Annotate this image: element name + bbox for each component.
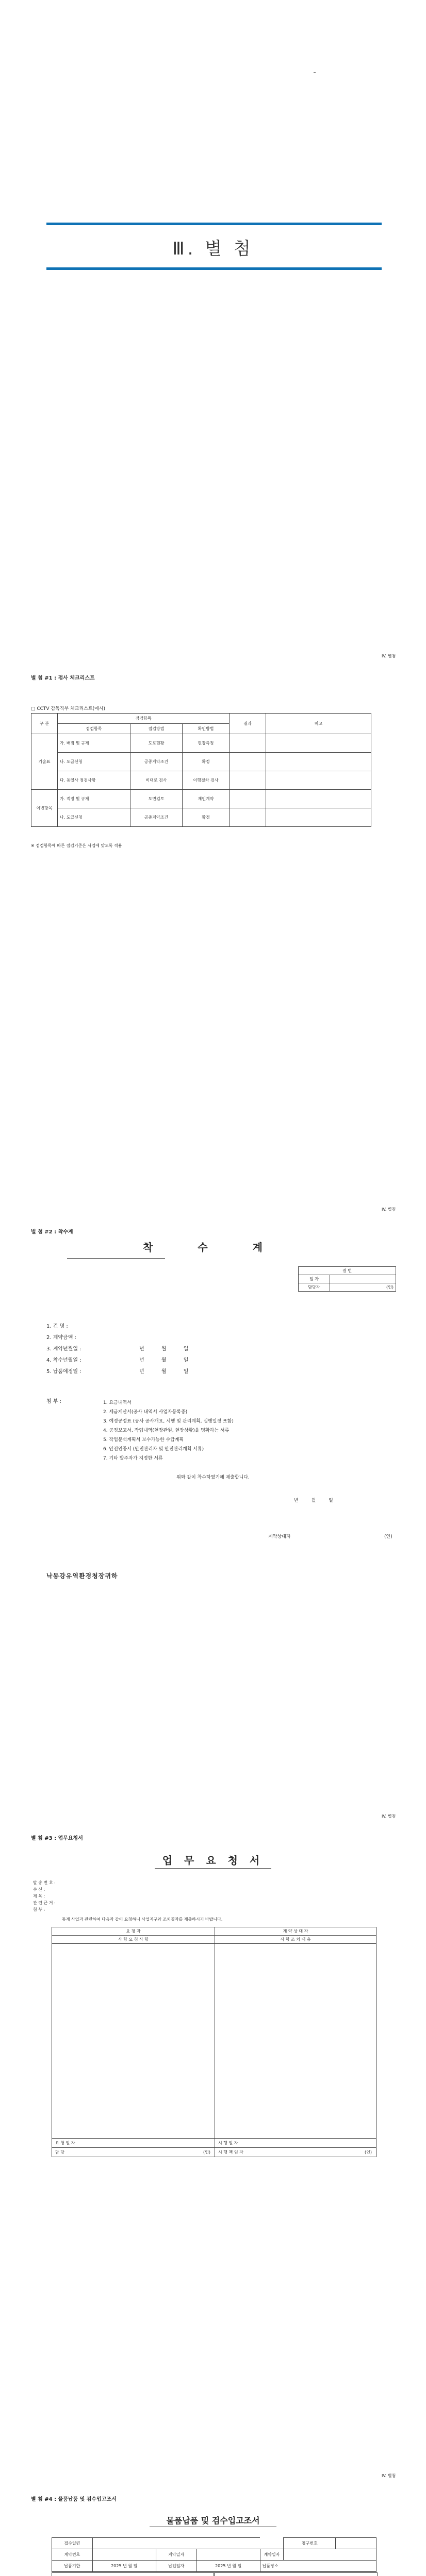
right-sub: 사 항 조 치 내 용 [215,1936,376,1944]
row-check [230,734,266,753]
cell-label: 계약일자 [156,2549,196,2561]
right-body [215,1944,376,2139]
row-note [266,734,371,753]
meta-item: 제 목 : [33,1894,45,1899]
meta-block [33,1879,56,1913]
right-block-text [214,2573,377,2576]
right-foot-date: 시 행 일 자 [215,2139,376,2148]
attach1-label: 별 첨 #1 : 점사 체크리스트 [31,675,95,681]
title-underline [67,1258,165,1259]
attach1-footnote: ※ 점검항목에 따른 점검기준은 사업에 맞도록 적용 [31,843,122,848]
row-result: 현장측정 [183,734,230,753]
field-name: 1. 건 명 : [46,1324,68,1329]
date-units: 년 월 일 [139,1369,189,1375]
approval-box [298,1266,396,1292]
page-tag: IV. 별첨 [382,1207,396,1212]
row-method: 공종계약조건 [130,808,183,827]
cell-value [196,2549,260,2561]
cell-label: 청구번호 [284,2538,336,2549]
field-amount: 2. 계약금액 : [46,1335,76,1341]
approval-date-value [330,1275,396,1283]
cell-value [92,2538,260,2549]
cell-label: 계약번호 [52,2549,93,2561]
row-method: 공종계약조건 [130,753,183,771]
row-item: 다. 동일사 점검사항 [58,771,130,790]
table-row [31,734,371,753]
recipient: 낙동강유역환경청장귀하 [46,1572,118,1580]
row-type: 기술표 [31,734,58,790]
left-foot-date: 요 청 일 자 [52,2139,215,2148]
col-group: 점검항목 [58,714,230,724]
statement: 위와 같이 착수하였기에 제출합니다. [176,1475,250,1480]
col-check: 결과 [230,714,266,734]
cell-label: 납품기한 [52,2561,93,2572]
right-block [214,2572,378,2576]
attach4-label: 별 첨 #4 : 물품납품 및 검수입고조서 [31,2497,117,2502]
page-tag: IV. 별첨 [382,654,396,658]
cell-label: 계약일자 [260,2549,283,2561]
cell-label: 접수일련 [52,2538,93,2549]
cell-label: 납입일자 [156,2561,196,2572]
row-item: 가. 적정 및 규제 [58,790,130,808]
date-units: 년 월 일 [139,1358,189,1363]
attach4-title: 물품납품 및 검수입고조서 [166,2516,260,2526]
field-start-date: 4. 착수년월일 : [46,1358,81,1363]
row-item: 나. 도급신청 [58,753,130,771]
col-type: 구 분 [31,714,58,734]
attach3-label: 별 첨 #3 : 업무요청서 [31,1836,83,1841]
attach3-title: 업 무 요 청 서 [162,1854,264,1867]
approval-seal: (인) [330,1283,396,1292]
list-item: 5. 작업분석계획서 보수가능한 수급계획 [103,1437,184,1443]
signer: 계약상대자 [268,1534,291,1539]
table-row [31,771,371,790]
left-head: 요 청 자 [52,1927,215,1936]
approval-date: 일 자 [299,1275,330,1283]
row-check [230,771,266,790]
cover-rule-top [46,223,382,225]
col-result: 확인방법 [183,724,230,734]
cover-title: Ⅲ. 별 첨 [172,239,254,259]
inspection-table [52,2537,376,2572]
row-check [230,753,266,771]
title-underline [155,1868,271,1869]
col-method: 점검방법 [130,724,183,734]
list-item: 1. 요금내역서 [103,1400,132,1405]
table-row [31,790,371,808]
cover-rule-bottom [46,267,382,270]
request-table [52,1927,376,2157]
row-note [266,790,371,808]
attach2-label: 별 첨 #2 : 착수계 [31,1229,73,1235]
field-contract-date: 3. 계약년월일 : [46,1346,81,1352]
left-block [52,2572,215,2576]
approval-head: 결 번 [299,1267,396,1275]
row-method: 도로현황 [130,734,183,753]
row-method: 비대로 검사 [130,771,183,790]
signer-seal: (인) [384,1534,392,1539]
list-item: 3. 예정공정표 (공사 공사개요, 시행 및 관리계획, 실행일정 포함) [103,1419,234,1424]
table-row [31,808,371,827]
row-note [266,808,371,827]
list-item: 2. 세금계산서(공사 내역서 사업자등록증) [103,1410,188,1415]
row-note [266,771,371,790]
row-result: 확정 [183,753,230,771]
cell-value: 2025 년 월 일 [196,2561,260,2572]
page-tag: IV. 별첨 [382,1814,396,1819]
page-tag: IV. 별첨 [382,2473,396,2478]
row-item: 가. 배점 및 규제 [58,734,130,753]
cell-label: 납품장소 [260,2561,376,2572]
left-sub: 사 항 요 청 사 항 [52,1936,215,1944]
left-block-text [52,2573,214,2576]
cell-value [284,2549,376,2561]
list-item: 4. 공정보고서, 작업내역(현장관원, 현장상황)을 명확하는 서류 [103,1428,230,1433]
attach1-subtitle: □ CCTV 감독직무 체크리스트(예시) [31,706,105,711]
field-delivery-date: 5. 납품예정일 : [46,1369,81,1375]
meta-item: 수 신 : [33,1887,45,1892]
col-note: 비고 [266,714,371,734]
row-result: 확정 [183,808,230,827]
attach2-title: 착 수 계 [143,1241,283,1253]
row-note [266,753,371,771]
checklist-table [31,713,371,827]
col-item: 점검항목 [58,724,130,734]
list-item: 6. 안전인증서 (안전관리자 및 안전관리계획 서류) [103,1447,204,1452]
left-body [52,1944,215,2139]
page-mark [314,72,316,73]
row-type: 이번항목 [31,790,58,827]
row-check [230,790,266,808]
date-line: 년 월 일 [294,1498,333,1503]
attach-label: 첨 부 : [46,1399,62,1404]
attach-list [103,1398,234,1463]
approval-person: 담당자 [299,1283,330,1292]
row-check [230,808,266,827]
right-foot-person: 시 행 책 임 자 (인) [215,2148,376,2157]
meta-item: 관 련 근 거 : [33,1901,56,1905]
date-units: 년 월 일 [139,1346,189,1352]
table-row [31,753,371,771]
list-item: 7. 기타 발주자가 지정한 서류 [103,1456,163,1461]
left-foot-person: 담 당 (인) [52,2148,215,2157]
meta-item: 첨 부 : [33,1907,45,1912]
cell-value: 2025 년 월 일 [92,2561,156,2572]
meta-item: 발 송 번 호 : [33,1880,56,1885]
row-method: 도면검토 [130,790,183,808]
row-result: 재인계약 [183,790,230,808]
right-head: 계 약 상 대 자 [215,1927,376,1936]
notice: 동계 사업과 관련하여 다음과 같이 요청하니 사업지구와 조치결과를 제출하시기 바랍니다. [62,1917,223,1922]
cell-value [92,2549,156,2561]
cell-value [336,2538,376,2549]
row-result: 이행절차 검사 [183,771,230,790]
row-item: 나. 도급신청 [58,808,130,827]
